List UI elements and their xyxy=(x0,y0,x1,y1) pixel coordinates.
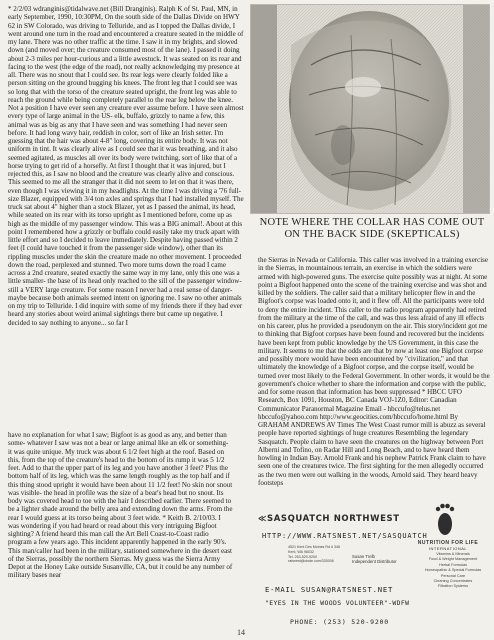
mailing-address xyxy=(288,545,348,564)
product-list xyxy=(418,552,488,590)
address-line: Tel. 253-520-9200 xyxy=(288,554,317,559)
product-item: Food & Weight Management xyxy=(428,557,478,562)
left-column-article xyxy=(8,5,244,431)
website-link[interactable]: HTTP://WWW.RATSNEST.NET/SASQUATCH xyxy=(262,532,428,540)
right-column-article xyxy=(258,256,490,497)
page-number: 14 xyxy=(237,628,245,637)
product-item: Personal Care xyxy=(440,573,466,578)
product-item: Cleaning Concentrates xyxy=(433,579,473,584)
volunteer-motto: "EYES IN THE WOODS VOLUNTEER"-WDFW xyxy=(265,599,410,607)
product-item: Homeopathic & Special Formulas xyxy=(424,568,482,573)
left-column-article-continued xyxy=(8,431,233,636)
distributor-info xyxy=(352,554,402,564)
person-title: Independent Distributor xyxy=(352,559,397,565)
product-item: Herbal Formulas xyxy=(438,562,468,567)
sasquatch-northwest-logo xyxy=(258,514,400,525)
nfl-label xyxy=(408,540,488,551)
phone-number: PHONE: (253) 520-9200 xyxy=(290,618,389,626)
address-line: Kent, WA 98032 xyxy=(288,549,314,554)
footprint-logo-icon xyxy=(430,498,460,538)
logo-swoosh-icon: ≪ xyxy=(258,514,267,523)
article-text: have no explanation for what I saw; Bigfoot is as good as any, and better than some- whatever I saw was not a bear or large animal like an elk or something- it was quite unique. My truck was about 6 1/2 feet high at the roof. Based on this, from the top of the creature's head to the bottom of its rump it was 5 1/2 feet. Add to that the upper part of its leg and you have another 3 feet? Plus the bottom half of its leg, which was the same length roughly as the top half and if this thing stood upright it would have been about 11 1/2 feet! No skin nor snout was visible- the head in profile was the size of a bear's head but no snout. Its body was covered head to toe with the hair I described earlier. There seemed to be a lighter shade around the belly area and extending down the arms. From the rear I would guess at its torso being about 3 feet wide. * Keith B. 2/10/03. I was wondering if you had heard or read about this very intriguing Bigfoot sighting? A friend heard this man call the Art Bell Coast-to-Coast radio program a few years ago. This incident apparently happened in the early 90's. This man/caller had been in the military, stationed somewhere in the desert east of the Sierras, possibly the northern Sierras. My guess was the Sierra Army Depot at the Honey Lake outside Susanville, CA, but it could be any number of military bases near xyxy=(8,431,233,580)
person-name: Susan Trelb xyxy=(352,554,375,559)
article-text: * 2/2/03 wdranginis@tidalwave.net (Bill Dranginis). Ralph K of St. Paul, MN, in early September, 1990, 10:30PM, On the south side of the Dallas Divide on HWY 62 in SW Colorado, was driving to Telluride, and as I topped the Dallas divide, I went around one turn in the road and encountered a creature seated in the middle of my lane. There was no other traffic at the time. I saw it in my brights, and slowed down (and moved over; the creature consumed most of the lane). I passed it doing about 2-3 miles per hour-curious and a little awestuck. It was seated on its rear and facing to the west (the edge of the road), not really acknowledging my presence at all. There was no snout that I could see. Its rear legs were clearly folded like a person sitting on the ground hugging his knees. The front leg that I could see was so long that with the torso of the creature seated upright, the front leg was able to reach the ground while being completely parallel to the rear leg below the knee. Not a position I have ever seen any creature ever assume before. I have seen almost every type of large animal in the US- elk, buffalo, grizzly to name a few, this animal was as big as any that I have seen and was something I had never seen before. It had long wavy hair, reddish in color, sort of like an Irish setter. I'm guessing that the hair was about 4-8" long, covering its entire body. It was not uniform in tint. It was clearly alive as I could see that it was breathing, and it also seemed agitated, as muscles all over its body were twitching, sort of like that of a horse trying to get rid of a horsefly. At first I thought that it was injured, but I rejected this, as I saw no blood and the creature was clearly alive and conscious. This seemed to me all the stranger that it did not seem to let on that it was there, even though I was viewing it in my headlights. At the time I was driving a '76 full-size Blazer, equipped with 3/4 ton axles and springs that I had installed myself. The truck sat about 4" higher than a stock Blazer, yet as I passed the animal, its head, while seated on its rear with its torso upright as I mentioned before, come up as high as the middle of my passenger window. This was a BIG animal!. About at this point I remembered how a grizzly or buffalo could easily take my truck apart with little effort and so I decided to leave immediately. Despite having passed within 2 feet (I could have touched it from the passenger side window), other than its rippling muscles under the skin the creature made no other movement. I proceeded down the road, perplexed and stunned. Two more turns down the road I came across a 2nd creature, seated exactly the same way in my lane, only this one was a little smaller- the base of its head only reached to the sill of the passenger window- still a VERY large creature. For some reason I never had a real sense of danger- maybe because both animals seemed intent on ignoring me. I saw no other animals on my trip to Telluride. I did inquire with some of my friends there if they had ever heard any stories about weird animal sightings there but came up negative. I decided to say nothing to anyone... so far I xyxy=(8,5,244,327)
address-line: ratsnest@olsde.com/330006 xyxy=(288,559,334,564)
email-link[interactable]: E-MAIL SUSAN@RATSNEST.NET xyxy=(265,585,394,594)
photo-caption: NOTE WHERE THE COLLAR HAS COME OUT ON THE BACK SIDE (SKEPTICALS) xyxy=(259,217,485,240)
nfl-sub: INTERNATIONAL xyxy=(428,546,468,551)
bigfoot-photo xyxy=(250,4,490,214)
logo-text: SASQUATCH NORTHWEST xyxy=(266,514,400,524)
product-item: Vitamins & Minerals xyxy=(436,552,470,556)
article-text: the Sierras in Nevada or California. This caller was involved in a training exercise in the Sierras, in mountainous terrain, an exercise in which the soldiers were armed with high-powered guns. The exercise quite possibly was at night. At some point a Bigfoot happened onto the scene of the training exercise and was shot and killed by the soldiers. The caller said that a military helicopter flew in and the Bigfoot's corpse was loaded onto it, and it flew off. All the participants were told to deny the entire incident. This caller to the radio program apparently had retired from the military at the time of the call, and was thus less afraid of any ill effects on his career, plus he provided a pseudonym on the air. This story/incident got me to thinking that Bigfoot corpses have been found and recovered but the incidents have been kept from public knowledge by the US Government, in this case the military. It seems to me that the odds are that by now at least one Bigfoot corpse and possibly more would have been encountered by "civilization," and that ultimately the knowledge of a Bigfoot corpse, and the corpse itself, would be turned over most likely to the Federal Government. In other words, it would be the government's choice whether to share the information and corpse with the public, and for some reason that information has been suppressed * HBCC UFO Research, Box 1091, Houston, BC Canada VOJ-1Z0, Editor: Canadian Communicator Paranormal Magazine Email - hbccufo@telus.net hbccufo@yahoo.com http://www.geocities.com/hbccufo/home.html By GRAHAM ANDREWS AV Times The West Coast rumor mill is abuzz as several people have reported sightings of huge creatures Resembling the legendary Sasquatch. People claim to have seen the creatures on the highway between Port Alberni and Tofino, on Radar Hill and Long Beach, and to have heard them howling in Indian Bay. Arnold Frank and his nephew Patrick Frank claim to have seen one of the creatures twice. The first sighting for the men allegedly occurred as the two men were out walking in the woods, Arnold said. They heard heavy footsteps xyxy=(258,256,490,487)
product-item: Filtration Systems xyxy=(437,584,469,589)
address-line: 4521 Kent Des Moines Rd # 346 xyxy=(288,545,340,549)
nfl-name: NUTRITION FOR LIFE xyxy=(417,540,479,546)
